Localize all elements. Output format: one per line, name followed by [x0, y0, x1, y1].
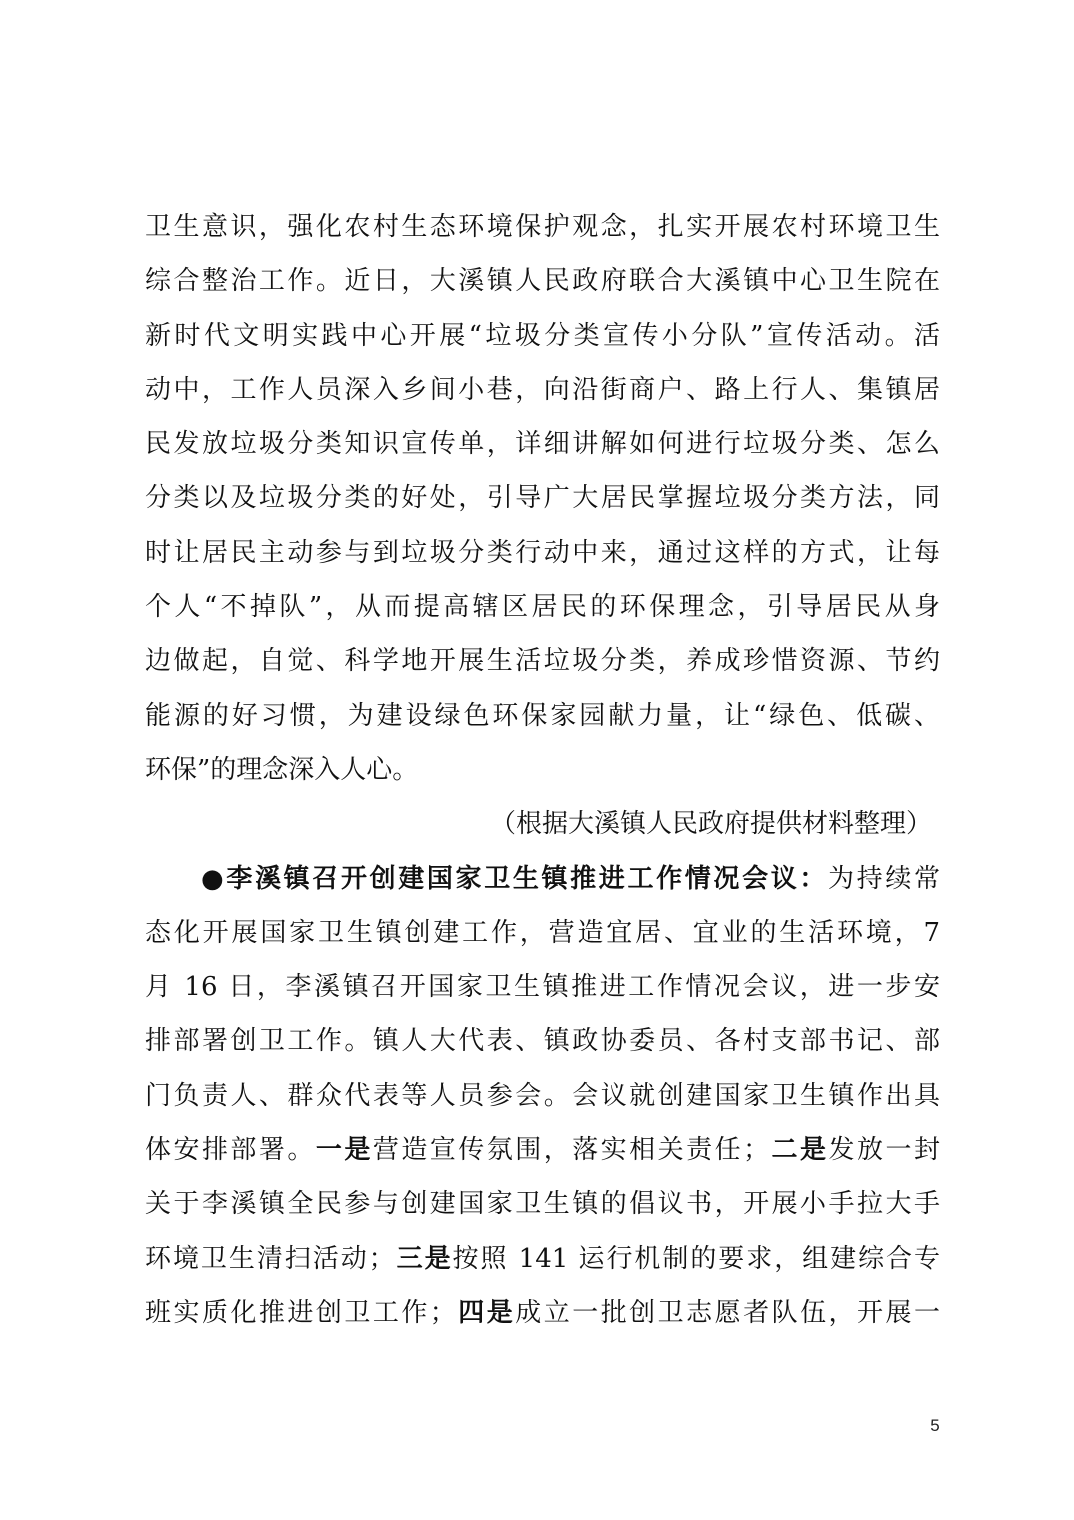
page-body — [145, 200, 940, 1340]
text-line: 关于李溪镇全民参与创建国家卫生镇的倡议书，开展小手拉大手 — [145, 1189, 940, 1220]
text-line: 个人“不掉队”，从而提高辖区居民的环保理念，引导居民从身 — [145, 592, 940, 623]
keyword-third: 三是 — [394, 1243, 453, 1274]
news-heading: 李溪镇召开创建国家卫生镇推进工作情况会议： — [226, 863, 829, 894]
text-line: 排部署创卫工作。镇人大代表、镇政协委员、各村支部书记、部 — [145, 1026, 940, 1057]
text-line: 态化开展国家卫生镇创建工作，营造宜居、宜业的生活环境，7 — [145, 917, 940, 948]
text-line: 能源的好习惯，为建设绿色环保家园献力量，让“绿色、低碳、 — [145, 700, 940, 731]
text-segment: 环境卫生清扫活动； — [145, 1243, 395, 1274]
page-number: 5 — [930, 1416, 940, 1435]
text-line: 新时代文明实践中心开展“垃圾分类宣传小分队”宣传活动。活 — [145, 320, 940, 351]
text-segment: 发放一封 — [828, 1135, 940, 1166]
source-note: （根据大溪镇人民政府提供材料整理） — [489, 809, 932, 840]
text-segment: 营造宣传氛围，落实相关责任； — [372, 1135, 770, 1166]
text-line — [145, 1286, 940, 1340]
keyword-second: 二是 — [769, 1135, 829, 1166]
text-line: 综合整治工作。近日，大溪镇人民政府联合大溪镇中心卫生院在 — [145, 266, 940, 297]
text-segment: 按照 141 运行机制的要求，组建综合专 — [452, 1243, 940, 1274]
text-segment: 班实质化推进创卫工作； — [145, 1297, 456, 1328]
keyword-fourth: 四是 — [455, 1297, 516, 1328]
text-segment: 为持续常 — [828, 863, 940, 894]
text-line — [145, 1123, 940, 1177]
text-line: 时让居民主动参与到垃圾分类行动中来，通过这样的方式，让每 — [145, 537, 940, 568]
text-line: 环保”的理念深入人心。 — [145, 754, 419, 785]
text-segment: 成立一批创卫志愿者队伍，开展一 — [515, 1297, 940, 1328]
text-line: 月 16 日，李溪镇召开国家卫生镇推进工作情况会议，进一步安 — [145, 972, 940, 1003]
text-segment: 体安排部署。 — [145, 1135, 316, 1166]
text-line: 边做起，自觉、科学地开展生活垃圾分类，养成珍惜资源、节约 — [145, 646, 940, 677]
text-line: 门负责人、群众代表等人员参会。会议就创建国家卫生镇作出具 — [145, 1080, 940, 1111]
keyword-first: 一是 — [315, 1135, 373, 1166]
text-line: 分类以及垃圾分类的好处，引导广大居民掌握垃圾分类方法，同 — [145, 483, 940, 514]
heading-line — [145, 852, 940, 906]
text-line: 民发放垃圾分类知识宣传单，详细讲解如何进行垃圾分类、怎么 — [145, 429, 940, 460]
text-line: 卫生意识，强化农村生态环境保护观念，扎实开展农村环境卫生 — [145, 212, 940, 242]
paragraph-lixi-meeting — [145, 852, 940, 1341]
paragraph-garbage-sorting — [145, 200, 940, 852]
text-line — [145, 1232, 940, 1286]
text-line: 动中，工作人员深入乡间小巷，向沿街商户、路上行人、集镇居 — [145, 374, 940, 405]
bullet-icon: ● — [201, 863, 227, 894]
